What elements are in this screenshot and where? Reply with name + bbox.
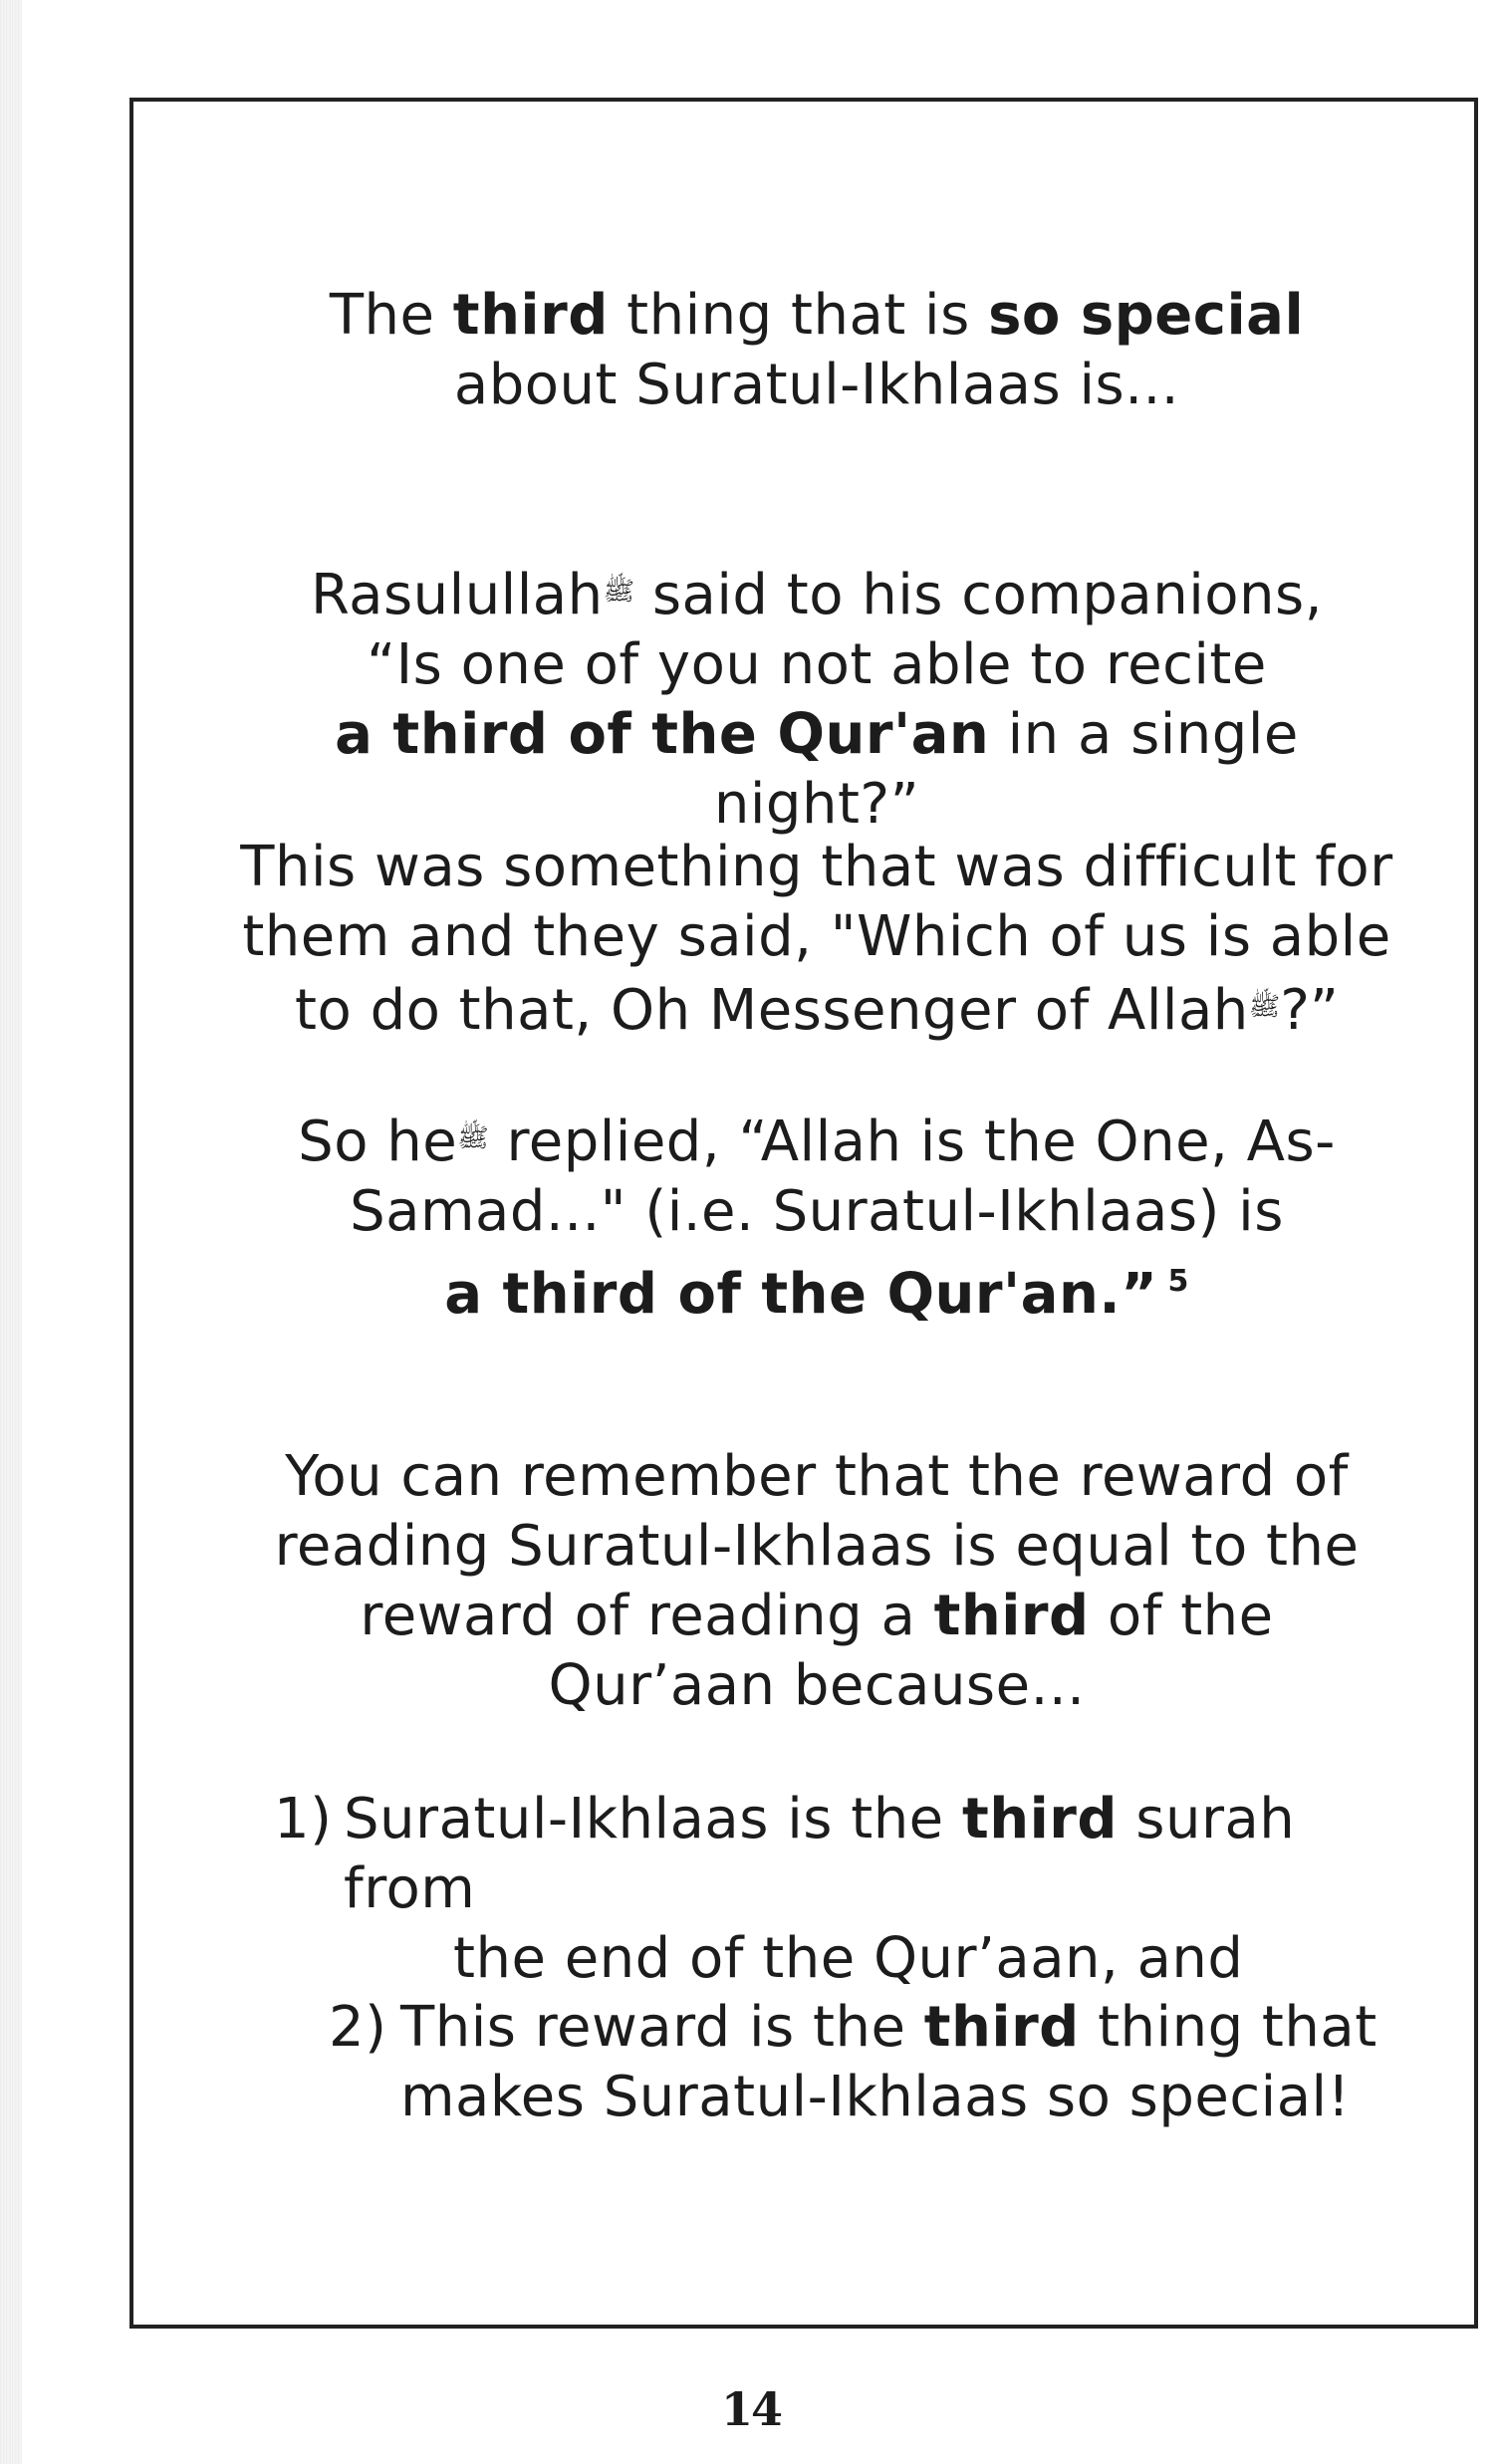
intro-paragraph: [229, 281, 1404, 420]
footnote-marker: 5: [1167, 1264, 1189, 1299]
bold-text: so special: [988, 283, 1305, 348]
page-edge: [0, 0, 22, 2464]
text-line: Qur’aan because...: [548, 1653, 1086, 1718]
hadith-question-paragraph: [229, 557, 1404, 840]
text-line: them and they said, "Which of us is able: [242, 904, 1391, 969]
list-item-line: the end of the Qur’aan, and: [453, 1926, 1244, 1991]
text-run: So he: [298, 1109, 458, 1174]
remember-paragraph: [229, 1442, 1404, 1721]
text-line: “Is one of you not able to recite: [367, 632, 1267, 697]
salawat-glyph: ﷺ: [1248, 992, 1281, 1022]
text-run: thing that is: [608, 283, 989, 348]
page-number: 14: [720, 2382, 781, 2436]
text-line: about Suratul-Ikhlaas is...: [453, 353, 1180, 417]
list-item-line: [329, 1993, 1404, 2063]
text-run: of the: [1089, 1584, 1274, 1648]
list-item-line: [274, 1785, 1409, 1924]
salawat-glyph: ﷺ: [603, 577, 635, 607]
text-line: reading Suratul-Ikhlaas is equal to the: [274, 1514, 1360, 1579]
text-run: surah from: [344, 1787, 1296, 1921]
text-run: ?”: [1280, 978, 1339, 1043]
bold-text: a third of the Qur'an: [335, 702, 990, 767]
list-number: 2): [329, 1995, 387, 2060]
list-item: [274, 1785, 1409, 1994]
bold-text: a third of the Qur'an.: [444, 1262, 1122, 1327]
text-run: in a single night?”: [713, 702, 1299, 837]
text-run: thing that: [1079, 1995, 1377, 2060]
text-line: You can remember that the reward of: [285, 1444, 1349, 1509]
prophet-reply-paragraph: [229, 1104, 1404, 1330]
text-run: ”: [1121, 1262, 1158, 1327]
salawat-glyph: ﷺ: [457, 1123, 489, 1153]
text-run: Suratul-Ikhlaas is the: [344, 1787, 962, 1851]
text-run: The: [329, 283, 453, 348]
bold-text: third: [933, 1584, 1090, 1648]
bold-text: third: [961, 1787, 1118, 1851]
text-run: to do that, Oh Messenger of Allah: [295, 978, 1249, 1043]
bold-text: third: [452, 283, 609, 348]
text-line: Samad..." (i.e. Suratul-Ikhlaas) is: [350, 1179, 1284, 1244]
text-run: replied, “Allah is the One, As-: [488, 1109, 1336, 1174]
list-number: 1): [274, 1787, 333, 1851]
companions-reply-paragraph: [229, 833, 1404, 1046]
text-run: reward of reading a: [360, 1584, 934, 1648]
list-item: [329, 1993, 1404, 2132]
text-run: Rasulullah: [310, 563, 604, 627]
list-item-line: makes Suratul-Ikhlaas so special!: [400, 2065, 1351, 2129]
text-run: said to his companions,: [634, 563, 1324, 627]
text-run: This reward is the: [400, 1995, 924, 2060]
bold-text: third: [923, 1995, 1080, 2060]
text-line: This was something that was difficult for: [240, 835, 1393, 899]
